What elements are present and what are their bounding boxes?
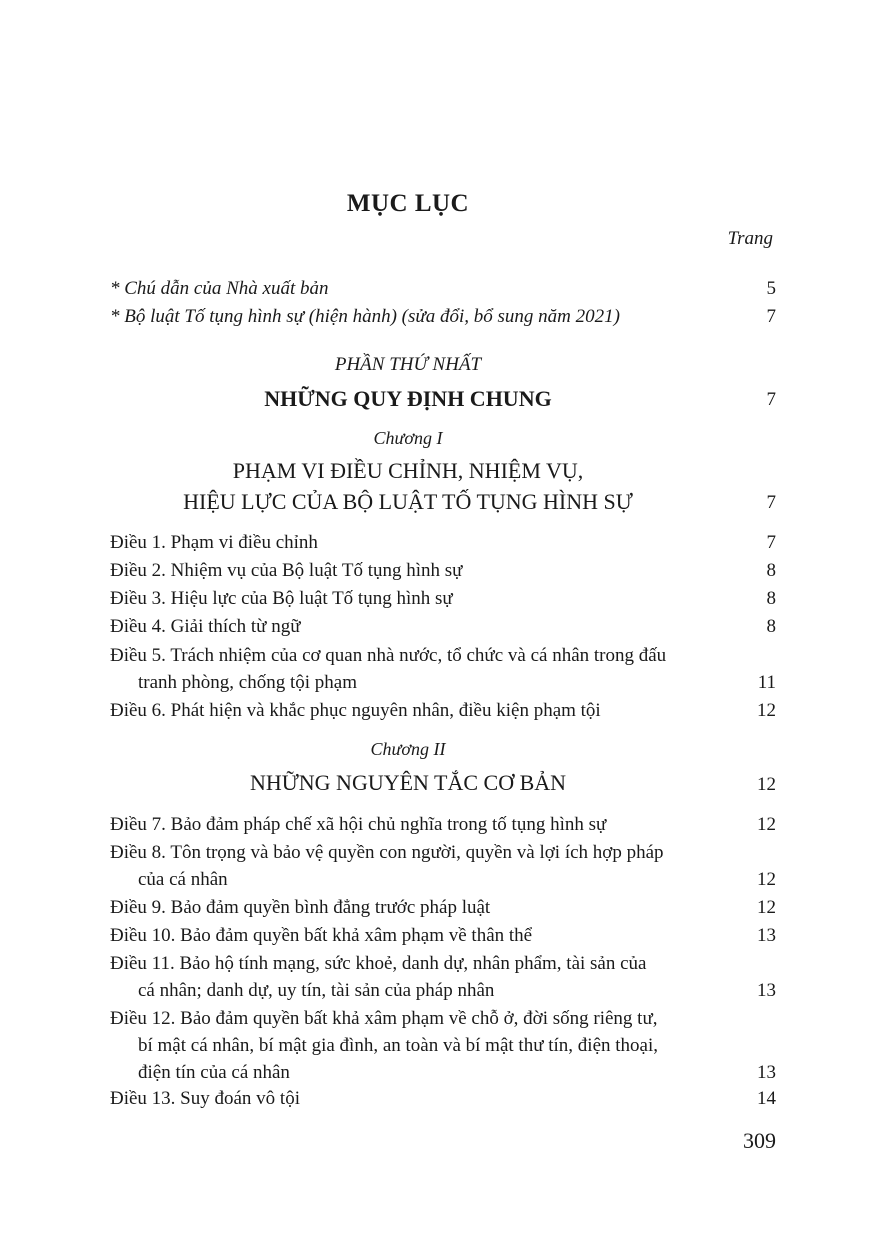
toc-entry-text: Điều 12. Bảo đảm quyền bất khả xâm phạm về chỗ ở, đời sống riêng tư, (110, 1008, 658, 1029)
part-label: PHẦN THỨ NHẤT (334, 354, 482, 375)
toc-entry-page: 7 (766, 532, 776, 553)
toc-entry-text: Điều 8. Tôn trọng và bảo vệ quyền con người, quyền và lợi ích hợp pháp (110, 842, 664, 863)
chapter-1-title-line2: HIỆU LỰC CỦA BỘ LUẬT TỐ TỤNG HÌNH SỰ (183, 489, 633, 514)
toc-entry-continuation: tranh phòng, chống tội phạm (138, 672, 357, 693)
toc-entry-text: Điều 13. Suy đoán vô tội (110, 1088, 300, 1109)
toc-entry-text: Điều 11. Bảo hộ tính mạng, sức khoẻ, danh dự, nhân phẩm, tài sản của (110, 953, 647, 974)
toc-entry-text: Điều 1. Phạm vi điều chỉnh (110, 532, 318, 553)
toc-entry-article-1 (110, 529, 776, 556)
toc-entry-page: 11 (757, 672, 776, 693)
toc-entry-article-6 (110, 697, 776, 724)
toc-entry-article-4 (110, 613, 776, 640)
chapter-2-title: NHỮNG NGUYÊN TẮC CƠ BẢN (249, 770, 567, 795)
toc-entry-text: Điều 4. Giải thích từ ngữ (110, 616, 301, 637)
toc-entry-page: 12 (757, 814, 776, 835)
toc-entry-text: * Bộ luật Tố tụng hình sự (hiện hành) (sửa đổi, bổ sung năm 2021) (110, 306, 620, 327)
chapter-1-title-line1: PHẠM VI ĐIỀU CHỈNH, NHIỆM VỤ, (232, 458, 584, 483)
toc-entry-continuation: của cá nhân (138, 869, 228, 890)
page-number: 309 (743, 1128, 776, 1153)
toc-entry-text: Điều 9. Bảo đảm quyền bình đẳng trước pháp luật (110, 897, 491, 918)
toc-entry-continuation: điện tín của cá nhân (138, 1062, 290, 1083)
toc-entry-article-13 (110, 1085, 776, 1112)
part-title: NHỮNG QUY ĐỊNH CHUNG (264, 386, 552, 411)
toc-entry-article-11 (110, 950, 776, 1004)
toc-entry-article-9 (110, 894, 776, 921)
toc-entry-page: 12 (757, 897, 776, 918)
toc-entry-page: 12 (757, 700, 776, 721)
toc-entry-article-10 (110, 922, 776, 949)
page-column-label: Trang (727, 228, 773, 249)
toc-entry-text: Điều 3. Hiệu lực của Bộ luật Tố tụng hình sự (110, 588, 453, 609)
chapter-1-page: 7 (766, 492, 776, 513)
toc-entry-page: 8 (766, 588, 776, 609)
toc-entry-article-8 (110, 839, 776, 893)
toc-entry-text: Điều 5. Trách nhiệm của cơ quan nhà nước, tổ chức và cá nhân trong đấu (110, 645, 667, 666)
toc-entry-page: 12 (757, 869, 776, 890)
toc-entry-article-2 (110, 557, 776, 584)
toc-entry-page: 13 (757, 925, 776, 946)
toc-entry-page: 5 (766, 278, 776, 299)
toc-entry-article-3 (110, 585, 776, 612)
part-page: 7 (766, 389, 776, 410)
toc-entry-text: Điều 6. Phát hiện và khắc phục nguyên nhân, điều kiện phạm tội (110, 700, 601, 721)
chapter-1-label: Chương I (373, 428, 443, 448)
toc-entry-page: 7 (766, 306, 776, 327)
toc-entry-continuation: cá nhân; danh dự, uy tín, tài sản của pháp nhân (138, 980, 495, 1001)
toc-entry-article-5 (110, 642, 776, 696)
toc-entry-text: Điều 10. Bảo đảm quyền bất khả xâm phạm về thân thể (110, 925, 533, 946)
chapter-2-page: 12 (757, 774, 776, 795)
toc-entry-intro-2 (110, 303, 776, 330)
chapter-2-label: Chương II (370, 739, 446, 759)
toc-entry-text: * Chú dẫn của Nhà xuất bản (110, 278, 329, 299)
page-title: MỤC LỤC (346, 190, 470, 217)
toc-entry-article-12 (110, 1005, 776, 1086)
toc-entry-text: Điều 7. Bảo đảm pháp chế xã hội chủ nghĩa trong tố tụng hình sự (110, 814, 607, 835)
toc-entry-page: 8 (766, 616, 776, 637)
toc-entry-page: 13 (757, 980, 776, 1001)
toc-entry-article-7 (110, 811, 776, 838)
toc-entry-intro-1 (110, 275, 776, 302)
toc-entry-page: 13 (757, 1062, 776, 1083)
toc-entry-text: Điều 2. Nhiệm vụ của Bộ luật Tố tụng hình sự (110, 560, 463, 581)
toc-entry-page: 8 (766, 560, 776, 581)
toc-entry-continuation: bí mật cá nhân, bí mật gia đình, an toàn và bí mật thư tín, điện thoại, (138, 1035, 659, 1056)
toc-entry-page: 14 (757, 1088, 776, 1109)
